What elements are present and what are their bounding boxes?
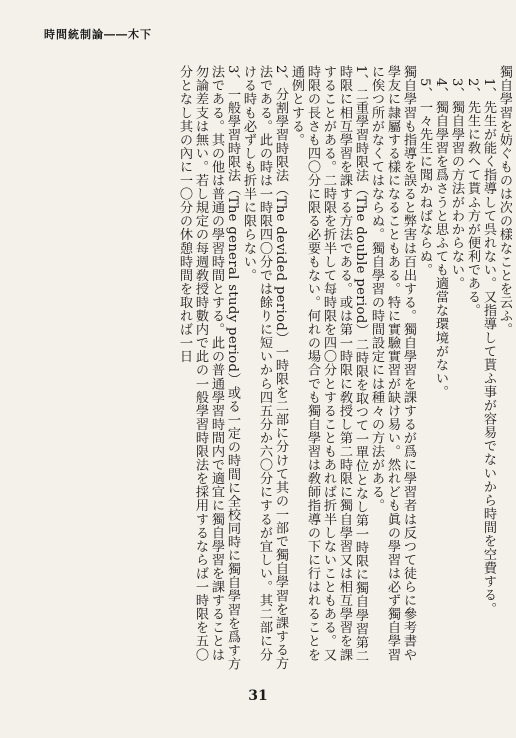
text-line: 4、獨自學習を爲さうと思ふても適當な環境がない。	[433, 78, 448, 399]
paragraph: 3、一般學習時限法（The general study period）或る一定の時間に全校同時に獨自學習を爲す方法である。其の他は普通の學習時間とする。此の普通學習時間内で適宜に獨自學習を課することは勿論差支は無い。若し規定の每週敎授時數内で此の一般學習時限法を採用するならば一時限を五〇分となし其の內に一〇分の休憩時間を取れば一日	[177, 65, 240, 671]
page-number: 31	[248, 688, 268, 704]
paragraph: 1、二重學習時限法（The double period）二時限を取つて一單位となし第一時限に獨自學習第二時限に相互學習を課する方法である。或は第一時限に敎授し第二時限に獨自學習又は相互學習を課することがある。二時限を折半して每時限を四〇分とすることもあれば折半しないこともある。又時限の長さも四〇分に限る必要もない。何れの場合でも獨自學習は敎師指導の下に行はれることを通例とする。	[289, 65, 368, 663]
text-line: 5、一々先生に聞かねばならぬ。	[417, 78, 432, 277]
paragraph: 獨自學習も指導を誤ると弊害は百出する。獨自學習を課するが爲に學習者は反つて徒らに參考書や學友に隷屬する樣になることもある。特に實驗實習が缺け易い。然れども眞の學習は必ず獨自學習に俟つ所がなくてはならぬ。獨自學習の時間設定には種々の方法がある。	[369, 65, 416, 662]
body-text	[16, 52, 512, 672]
text-line: 2、先生に敎へて貰ふ方が便利である。	[465, 78, 480, 318]
text-line: 3、獨自學習の方法がわからない。	[449, 78, 464, 290]
text-line: 獨自學習を妨ぐものは次の樣なことを云ふ。	[497, 65, 512, 336]
paragraph: 2、分割學習時限法（The devided period）一時限を二部に分けて其の一部で獨自學習を課する方法である。此の時は一時限四〇分では餘りに短いから四五分か六〇分にするが宜しい。其二部に分ける時も必ずしも折半に限らない。	[241, 65, 288, 670]
running-header: 時間統制論――木下	[44, 28, 152, 41]
text-line: 1、先生が能く指導して呉れない。又指導して貰ふ事が容易でないから時間を空費する。	[481, 78, 496, 616]
